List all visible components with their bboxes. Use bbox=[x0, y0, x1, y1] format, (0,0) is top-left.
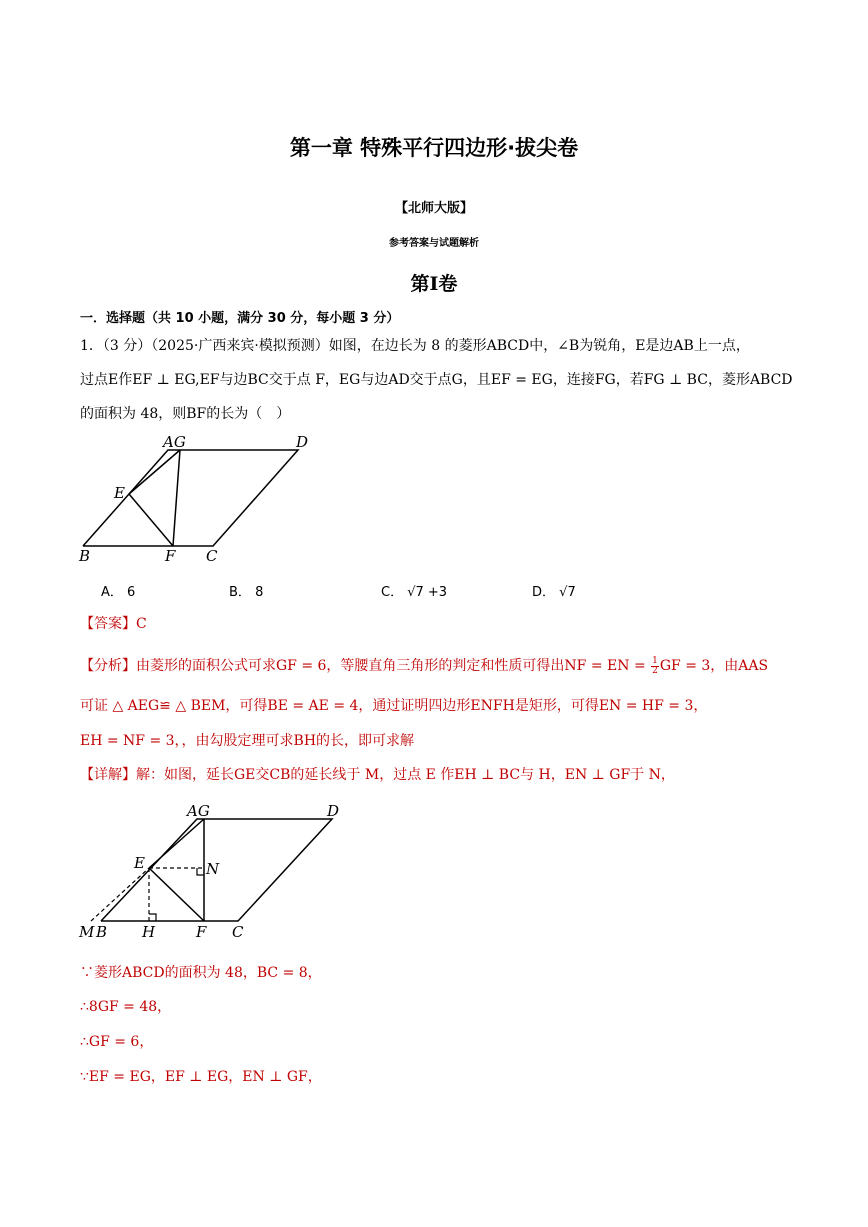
edition-label: 【北师大版】 bbox=[394, 201, 473, 216]
answer-value: C bbox=[136, 616, 147, 632]
label-h: H bbox=[142, 923, 156, 941]
section-heading: 一．选择题（共 10 小题，满分 30 分，每小题 3 分） bbox=[80, 311, 400, 326]
figure-1 bbox=[70, 430, 330, 570]
subtitle: 参考答案与试题解析 bbox=[389, 238, 479, 249]
segment-fg bbox=[173, 450, 180, 546]
right-angle-n bbox=[197, 868, 204, 875]
option-b: B． 8 bbox=[229, 585, 264, 600]
right-angle-h bbox=[149, 914, 156, 921]
segment-eg bbox=[149, 819, 204, 868]
label-b: B bbox=[79, 547, 91, 565]
label-f: F bbox=[165, 547, 176, 565]
segment-me-dashed bbox=[91, 868, 149, 921]
label-d: D bbox=[296, 433, 309, 451]
volume-heading: 第Ⅰ卷 bbox=[410, 273, 458, 295]
question-line-2: 过点E作EF ⊥ EG,EF与边BC交于点 F，EG与边AD交于点G，且EF = EG，连接FG，若FG ⊥ BC，菱形ABCD bbox=[80, 372, 793, 388]
segment-eg bbox=[129, 450, 180, 494]
label-n: N bbox=[206, 860, 220, 878]
option-d: D． √7 bbox=[532, 585, 576, 600]
label-c: C bbox=[206, 547, 218, 565]
label-b: B bbox=[96, 923, 108, 941]
detail-step-2: ∴8GF = 48， bbox=[80, 999, 172, 1015]
segment-ef bbox=[149, 868, 204, 921]
label-m: M bbox=[79, 923, 95, 941]
detail-step-4: ∵EF = EG，EF ⊥ EG，EN ⊥ GF， bbox=[80, 1069, 322, 1085]
option-c: C． √7 +3 bbox=[381, 585, 448, 600]
label-f: F bbox=[196, 923, 207, 941]
segment-ef bbox=[129, 494, 173, 546]
figure-2 bbox=[70, 795, 360, 945]
page-title: 第一章 特殊平行四边形·拔尖卷 bbox=[289, 136, 579, 160]
analysis-tag: 【分析】 bbox=[80, 658, 136, 674]
detail-line-1: 【详解】解：如图，延长GE交CB的延长线于 M，过点 E 作EH ⊥ BC与 H，EN ⊥ GF于 N， bbox=[80, 767, 675, 783]
label-c: C bbox=[232, 923, 244, 941]
option-a: A． 6 bbox=[101, 585, 136, 600]
label-e: E bbox=[114, 484, 125, 502]
question-line-3: 的面积为 48，则BF的长为（ ） bbox=[80, 406, 291, 422]
question-line-1: 1．（3 分）（2025·广西来宾·模拟预测）如图，在边长为 8 的菱形ABCD中，∠B为锐角，E是边AB上一点， bbox=[80, 338, 750, 354]
detail-tag: 【详解】 bbox=[80, 767, 136, 783]
label-ag: AG bbox=[187, 802, 210, 820]
analysis-line-2: 可证 △ AEG≌ △ BEM，可得BE = AE = 4，通过证明四边形ENFH是矩形，可得EN = HF = 3， bbox=[80, 698, 708, 714]
fraction-one-half: $\frac{1}{2}$ bbox=[652, 655, 658, 676]
label-d: D bbox=[327, 802, 340, 820]
detail-step-3: ∴GF = 6， bbox=[80, 1034, 154, 1050]
detail-step-1: ∵菱形ABCD的面积为 48，BC = 8， bbox=[80, 965, 322, 981]
answer-line bbox=[80, 613, 147, 633]
label-ag: AG bbox=[163, 433, 186, 451]
label-e: E bbox=[134, 854, 145, 872]
answer-tag: 【答案】 bbox=[80, 616, 136, 632]
analysis-line-1: 【分析】由菱形的面积公式可求GF = 6，等腰直角三角形的判定和性质可得出NF = EN = $\frac{1}{2}$ GF = 3，由AAS bbox=[80, 655, 769, 676]
analysis-line-3: EH = NF = 3，，由勾股定理可求BH的长，即可求解 bbox=[80, 733, 415, 749]
